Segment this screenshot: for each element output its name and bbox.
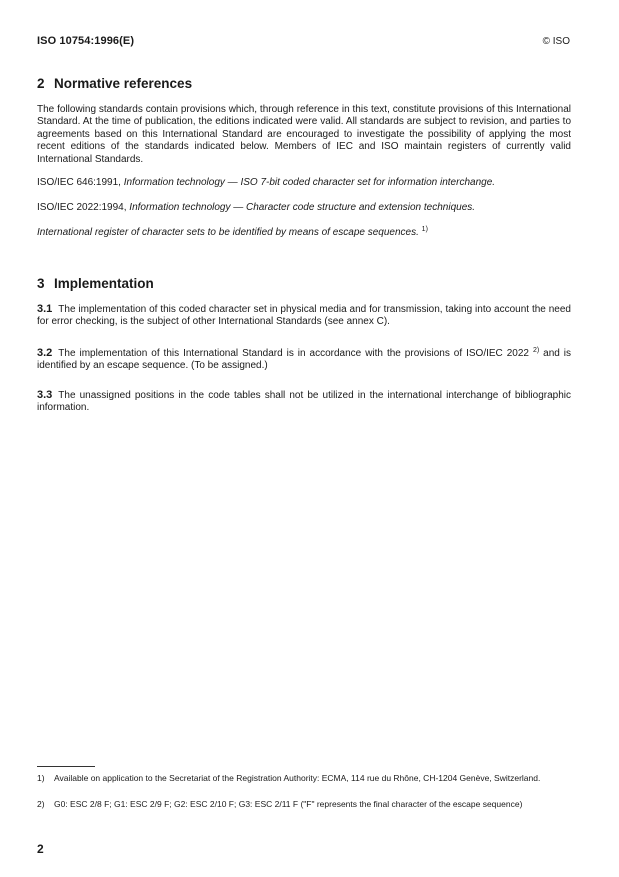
section-2-heading: [37, 76, 192, 91]
clause-number: 3.1: [37, 303, 53, 315]
clause-text: The implementation of this International Standard is in accordance with the provisions of ISO/IEC 2022: [58, 348, 529, 359]
page-number: 2: [37, 842, 44, 856]
register-title: International register of character sets to be identified by means of escape sequences.: [37, 227, 419, 238]
footnote-text: Available on application to the Secretariat of the Registration Authority: ECMA, 114 rue du Rhône, CH-1204 Genève, Switzerland.: [54, 773, 541, 783]
clause-text: The unassigned positions in the code tables shall not be utilized in the international interchange of bibliographic information.: [37, 390, 571, 414]
copyright-mark: © ISO: [542, 36, 570, 47]
clause-text-continued: and is identified by an escape sequence. (To be assigned.): [37, 348, 571, 372]
section-number: 3: [37, 276, 45, 291]
footnote-number: 2): [37, 799, 45, 809]
reference-item: [37, 202, 577, 214]
footnote-1: [37, 773, 571, 784]
clause-number: 3.3: [37, 389, 53, 401]
footnote-text: G0: ESC 2/8 F; G1: ESC 2/9 F; G2: ESC 2/10 F; G3: ESC 2/11 F ("F" represents the final character of the escape sequence): [54, 799, 523, 809]
clause-3-2: [37, 347, 571, 373]
reference-title: Information technology — ISO 7-bit coded character set for information interchange.: [123, 177, 496, 188]
clause-number: 3.2: [37, 347, 53, 359]
footnote-number: 1): [37, 773, 45, 783]
clause-3-1: [37, 303, 571, 329]
reference-id: ISO/IEC 646:1991,: [37, 177, 121, 188]
clause-3-3: [37, 389, 571, 415]
reference-id: ISO/IEC 2022:1994,: [37, 202, 127, 213]
footnote-marker: 2): [532, 347, 540, 354]
document-id: ISO 10754:1996(E): [37, 35, 135, 47]
normative-intro-paragraph: The following standards contain provisions which, through reference in this text, constitute provisions of this International Standard. At the time of publication, the editions indicated were valid. All standards are subject to revision, and parties to agreements based on this International Standard are encouraged to investigate the possibility of applying the most recent editions of the standards indicated below. Members of IEC and ISO maintain registers of currently valid International Standards.: [37, 104, 571, 165]
section-3-heading: [37, 276, 154, 291]
reference-item: [37, 177, 577, 189]
footnote-marker: 1): [421, 226, 428, 233]
clause-text: The implementation of this coded character set in physical media and for transmission, taking into account the need for error checking, is the subject of other International Standards (see annex C).: [37, 304, 571, 328]
footnote-divider: [37, 766, 95, 767]
section-title: Normative references: [54, 76, 193, 91]
reference-title: Information technology — Character code structure and extension techniques.: [129, 202, 476, 213]
footnote-2: [37, 799, 571, 810]
section-number: 2: [37, 76, 45, 91]
section-title: Implementation: [54, 276, 154, 291]
reference-item-register: [37, 227, 577, 239]
